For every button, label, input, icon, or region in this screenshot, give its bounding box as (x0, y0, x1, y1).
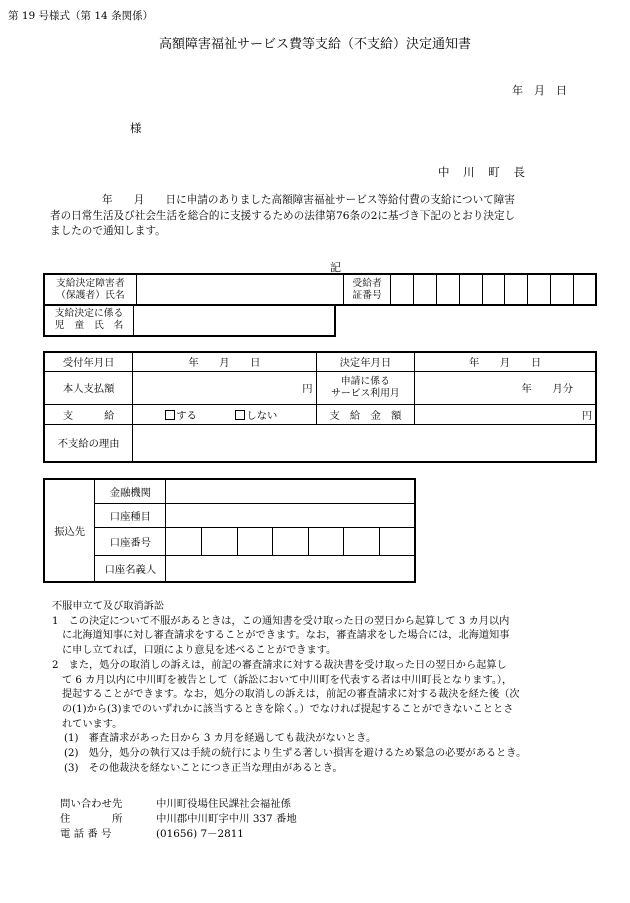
account-type-label: 口座種目 (95, 503, 166, 527)
condition-1: (1) 審査請求があった日から 3 カ月を経過しても裁決がないとき。 (64, 733, 377, 745)
contact-address: 中川郡中川町字中川 337 番地 (156, 813, 297, 825)
denial-reason-field[interactable] (133, 424, 596, 462)
note-2: て 6 カ月以内に中川町を被告として（訴訟において中川町を代表する者は中川町長となります。）， (62, 674, 513, 686)
child-name-label: 支給決定に係る 児 童 氏 名 (44, 305, 134, 336)
account-name-field[interactable] (166, 555, 415, 582)
account-type-field[interactable] (166, 503, 415, 527)
decision-table (43, 351, 597, 463)
note-2: の(1)から(3)までのいずれかに該当するときを除く。）でなければ提起することができないこととさ (62, 703, 514, 715)
notes-heading: 不服申立て及び取消訴訟 (52, 601, 165, 612)
account-number-digit[interactable] (379, 527, 415, 555)
bank-field[interactable] (166, 479, 415, 503)
child-table (43, 304, 336, 337)
account-number-digit[interactable] (344, 527, 380, 555)
payment-label: 支 給 (44, 404, 133, 424)
account-number-digit[interactable] (273, 527, 309, 555)
yen-unit: 円 (581, 409, 592, 422)
note-1: に北海道知事に対し審査請求をすることができます。なお，審査請求をした場合には，北海道知事 (62, 630, 510, 642)
checkbox-pay[interactable]: する (165, 410, 197, 422)
appeal-notes (52, 600, 592, 776)
payment-options (133, 404, 316, 424)
note-2: 提起することができます。なお，処分の取消しの訴えは，前記の審査請求に対する裁決を経た後（次 (62, 689, 520, 701)
checkbox-no-pay[interactable]: しない (235, 410, 277, 422)
recipient-number-digit[interactable] (505, 274, 528, 305)
child-name-field[interactable] (134, 305, 335, 336)
account-number-digit[interactable] (166, 527, 202, 555)
note-1: に申し立てれば，口頭により意見を述べることができます。 (62, 645, 337, 657)
condition-2: (2) 処分，処分の執行又は手続の続行により生ずる著しい損害を避けるため緊急の必要があるとき。 (64, 748, 527, 760)
recipient-number-label: 受給者 証番号 (343, 274, 391, 305)
recipient-number-digit[interactable] (436, 274, 459, 305)
contact-label: 問い合わせ先 (60, 798, 123, 810)
body-line-2: 者の日常生活及び社会生活を総合的に支援するための法律第76条の2に基づき下記のとおり決定し (50, 209, 516, 222)
issuer-name: 中 川 町 長 (438, 165, 530, 179)
address-label: 住 所 (60, 813, 123, 825)
note-2: 2 また，処分の取消しの訴えは，前記の審査請求に対する裁決書を受け取った日の翌日から起算し (52, 659, 507, 671)
recipient-number-digit[interactable] (414, 274, 437, 305)
recipient-number-digit[interactable] (482, 274, 505, 305)
ki-marker: 記 (330, 261, 341, 274)
account-number-digit[interactable] (237, 527, 273, 555)
account-number-label: 口座番号 (95, 527, 166, 555)
notice-body (50, 193, 590, 240)
bank-label: 金融機関 (95, 479, 166, 503)
self-pay-value[interactable] (133, 371, 316, 404)
phone-label: 電 話 番 号 (60, 828, 112, 840)
recipient-number-digit[interactable] (550, 274, 573, 305)
recipient-number-digit[interactable] (528, 274, 551, 305)
issue-date: 年 月 日 (512, 84, 567, 97)
recipient-number-digit[interactable] (459, 274, 482, 305)
yen-unit: 円 (302, 383, 313, 395)
applicant-name-field[interactable] (136, 274, 343, 305)
form-number: 第 19 号様式（第 14 条関係） (8, 10, 154, 22)
decision-date-value[interactable]: 年 月 日 (415, 352, 596, 371)
bank-transfer-table (43, 478, 416, 583)
note-1: 1 この決定について不服があるときは，この通知書を受け取った日の翌日から起算して 3 カ月以内 (52, 615, 510, 627)
account-number-digit[interactable] (308, 527, 344, 555)
recipient-number-digit[interactable] (391, 274, 414, 305)
body-line-3: ましたので通知します。 (50, 225, 166, 237)
service-month-label: 申請に係る サービス利用月 (316, 371, 415, 404)
contact-phone: (01656) 7－2811 (156, 828, 244, 840)
decision-date-label: 決定年月日 (316, 352, 415, 371)
applicant-name-label: 支給決定障害者 （保護者）氏名 (44, 274, 136, 305)
self-pay-label: 本人支払額 (44, 371, 133, 404)
condition-3: (3) その他裁決を経ないことにつき正当な理由があるとき。 (64, 762, 343, 774)
denial-reason-label: 不支給の理由 (44, 424, 133, 462)
contact-office: 中川町役場住民課社会福祉係 (156, 798, 292, 810)
addressee-suffix: 様 (130, 121, 142, 135)
document-title: 高額障害福祉サービス費等支給（不支給）決定通知書 (158, 37, 471, 52)
account-number-digit[interactable] (202, 527, 238, 555)
payment-amount-label: 支 給 金 額 (316, 404, 415, 424)
transfer-label: 振込先 (44, 479, 95, 582)
body-line-1: 年 月 日に申請のありました高額障害福祉サービス等給付費の支給について障害 (102, 194, 515, 206)
applicant-table (43, 273, 597, 306)
note-2: れています。 (62, 718, 123, 730)
recipient-number-digit[interactable] (573, 274, 596, 305)
contact-info (60, 797, 297, 842)
service-month-value[interactable]: 年 月分 (415, 371, 596, 404)
received-date-label: 受付年月日 (44, 352, 133, 371)
payment-amount-value[interactable] (415, 404, 596, 424)
account-name-label: 口座名義人 (95, 555, 166, 582)
received-date-value[interactable]: 年 月 日 (133, 352, 316, 371)
